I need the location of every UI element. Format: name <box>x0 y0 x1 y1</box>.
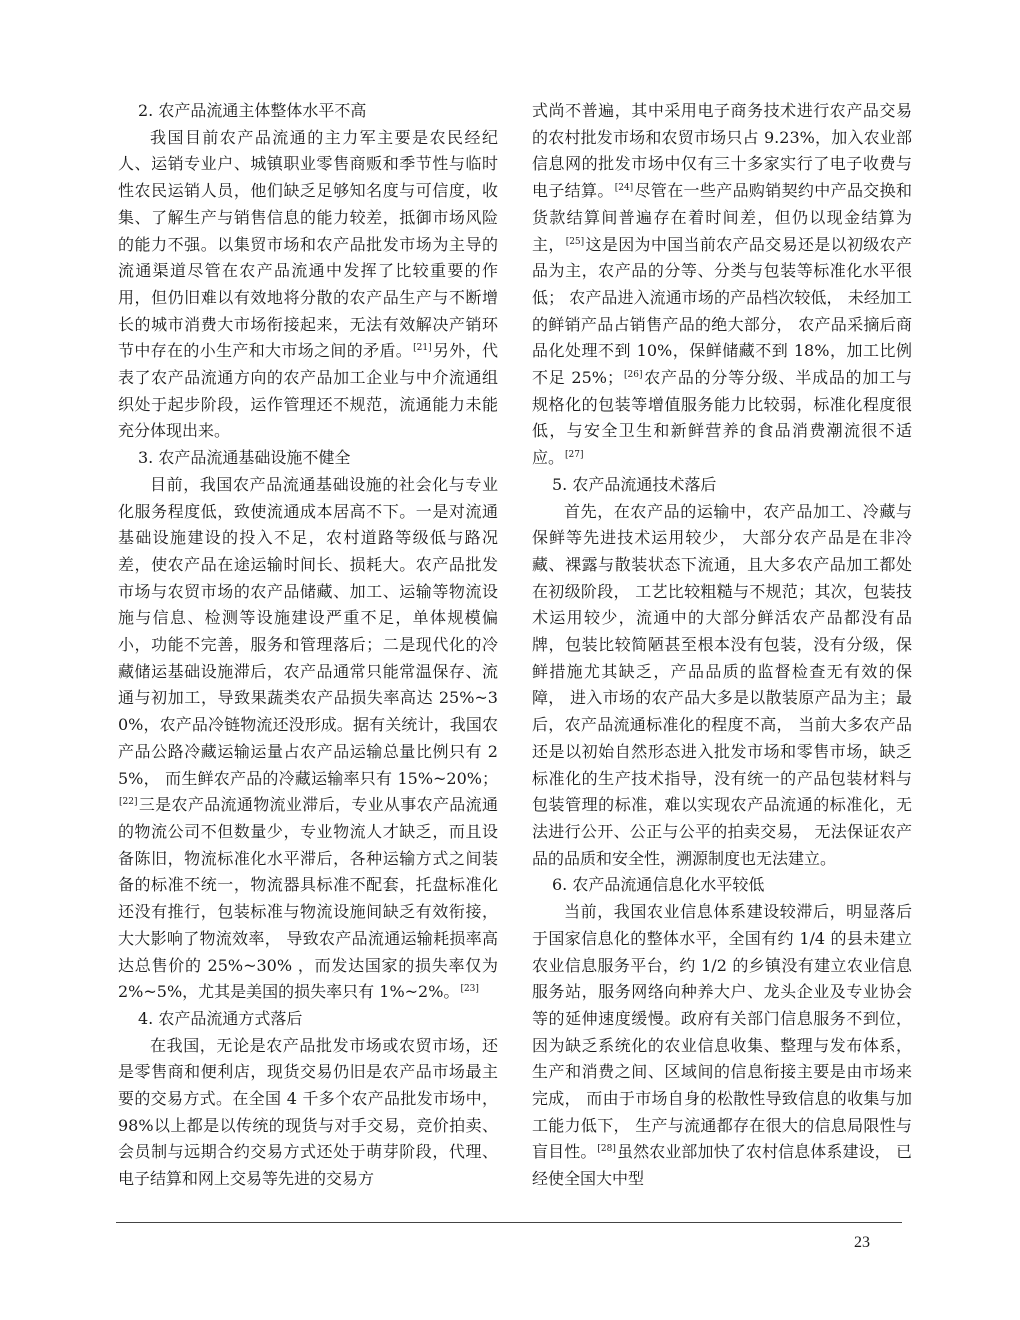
section-heading-4: 4. 农产品流通方式落后 <box>138 1008 303 1028</box>
section-heading-6: 6. 农产品流通信息化水平较低 <box>552 875 765 895</box>
paragraph: 在我国，无论是农产品批发市场或农贸市场，还是零售商和便利店，现货交易仍旧是农产品市场最主要的交易方式。在全国 4 千多个农产品批发市场中，98%以上都是以传统的现货与对手交易，竞价拍卖、会员制与远期合约交易方式还处于萌芽阶段，代理、电子结算和网上交易等先进的交易方 <box>118 1035 498 1189</box>
paragraph <box>118 125 498 445</box>
section-heading-5: 5. 农产品流通技术落后 <box>552 474 717 494</box>
footer-divider <box>116 1222 902 1223</box>
body-text: 式尚不普遍，其中采用电子商务技术进行农产品交易的农村批发市场和农贸市场只占 9.23%，加入农业部信息网的批发市场中仅有三十多家实行了电子收费与电子结算。 <box>532 101 912 201</box>
page-number: 23 <box>854 1234 870 1251</box>
paragraph <box>118 472 498 1006</box>
citation-ref: [25] <box>565 236 585 247</box>
body-text: 三是农产品流通物流业滞后，专业从事农产品流通的物流公司不但数量少，专业物流人才缺乏，而且设备陈旧，物流标准化水平滞后，各种运输方式之间装备的标准不统一，物流器具标准不配套，托盘标准化还没有推行，包装标准与物流设施间缺乏有效衔接， 大大影响了物流效率， 导致农产品流通运输耗损率高达总售价的 25%~30% ，而发达国家的损失率仅为 2%~5%，尤其是美国的损失率只有 1%~2%。 <box>118 795 498 1002</box>
paragraph <box>532 899 912 1193</box>
paragraph: 首先，在农产品的运输中，农产品加工、冷藏与保鲜等先进技术运用较少， 大部分农产品是在非冷藏、裸露与散装状态下流通，且大多农产品加工都处在初级阶段， 工艺比较粗糙与不规范；其次，包装技术运用较少，流通中的大部分鲜活农产品都没有品牌，包装比较简陋甚至根本没有包装，没有分级，保鲜措施尤其缺乏，产品品质的监督检查无有效的保障， 进入市场的农产品大多是以散装原产品为主；最后，农产品流通标准化的程度不高， 当前大多农产品还是以初始自然形态进入批发市场和零售市场，缺乏标准化的生产技术指导，没有统一的产品包装材料与包装管理的标准，难以实现农产品流通的标准化，无法进行公开、公正与公平的拍卖交易， 无法保证农产品的品质和安全性，溯源制度也无法建立。 <box>532 501 912 868</box>
body-text: 虽然农业部加快了农村信息体系建设， 已经使全国大中型 <box>532 1142 912 1189</box>
citation-ref: [26] <box>624 370 643 381</box>
body-text: 尽管在一些产品购销契约中产品交换和货款结算间普遍存在着时间差，但仍以现金结算为主， <box>532 181 912 254</box>
citation-ref: [28] <box>597 1144 616 1155</box>
section-heading-2: 2. 农产品流通主体整体水平不高 <box>138 101 367 120</box>
body-text: 农产品的分等分级、半成品的加工与规格化的包装等增值服务能力比较弱，标准化程度很低，与安全卫生和新鲜营养的食品消费潮流很不适应。 <box>532 368 912 468</box>
citation-ref: [21] <box>413 343 432 354</box>
right-column <box>532 98 912 1193</box>
body-text: 当前，我国农业信息体系建设较滞后，明显落后于国家信息化的整体水平，全国有约 1/4 的县未建立农业信息服务平台，约 1/2 的乡镇没有建立农业信息服务站，服务网络向种养大户、龙头企业及专业协会等的延伸速度缓慢。政府有关部门信息服务不到位，因为缺乏系统化的农业信息收集、整理与发布体系，生产和消费之间、区域间的信息衔接主要是由市场来完成， 而由于市场自身的松散性导致信息的收集与加工能力低下， 生产与流通都存在很大的信息局限性与盲目性。 <box>532 902 912 1162</box>
left-column <box>118 98 498 1193</box>
paragraph-continued <box>532 98 912 472</box>
citation-ref: [24] <box>614 183 634 194</box>
body-text: 目前，我国农产品流通基础设施的社会化与专业化服务程度低，致使流通成本居高不下。一是对流通基础设施建设的投入不足，农村道路等级低与路况差，使农产品在途运输时间长、损耗大。农产品批发市场与农贸市场的农产品储藏、加工、运输等物流设施与信息、检测等设施建设严重不足，单体规模偏小，功能不完善，服务和管理落后；二是现代化的冷藏储运基础设施滞后，农产品通常只能常温保存、流通与初加工，导致果蔬类农产品损失率高达 25%~30%，农产品冷链物流还没形成。据有关统计，我国农产品公路冷藏运输运量占农产品运输总量比例只有 25%， 而生鲜农产品的冷藏运输率只有 15%~20%； <box>118 474 498 788</box>
citation-ref: [22] <box>119 797 138 808</box>
citation-ref: [27] <box>565 450 584 461</box>
section-heading-3: 3. 农产品流通基础设施不健全 <box>138 448 351 468</box>
citation-ref: [23] <box>460 984 479 995</box>
body-text: 我国目前农产品流通的主力军主要是农民经纪人、运销专业户、城镇职业零售商贩和季节性与临时性农民运销人员，他们缺乏足够知名度与可信度，收集、了解生产与销售信息的能力较差，抵御市场风险的能力不强。以集贸市场和农产品批发市场为主导的流通渠道尽管在农产品流通中发挥了比较重要的作用，但仍旧难以有效地将分散的农产品生产与不断增长的城市消费大市场衔接起来，无法有效解决产销环节中存在的小生产和大市场之间的矛盾。 <box>118 127 498 361</box>
body-text: 这是因为中国当前农产品交易还是以初级农产品为主，农产品的分等、分类与包装等标准化水平很低； 农产品进入流通市场的产品档次较低， 未经加工的鲜销产品占销售产品的绝大部分， 农产品采摘后商品化处理不到 10%，保鲜储藏不到 18%，加工比例不足 25%； <box>532 234 912 388</box>
body-text: 另外，代表了农产品流通方向的农产品加工企业与中介流通组织处于起步阶段，运作管理还不规范，流通能力未能充分体现出来。 <box>118 341 498 441</box>
